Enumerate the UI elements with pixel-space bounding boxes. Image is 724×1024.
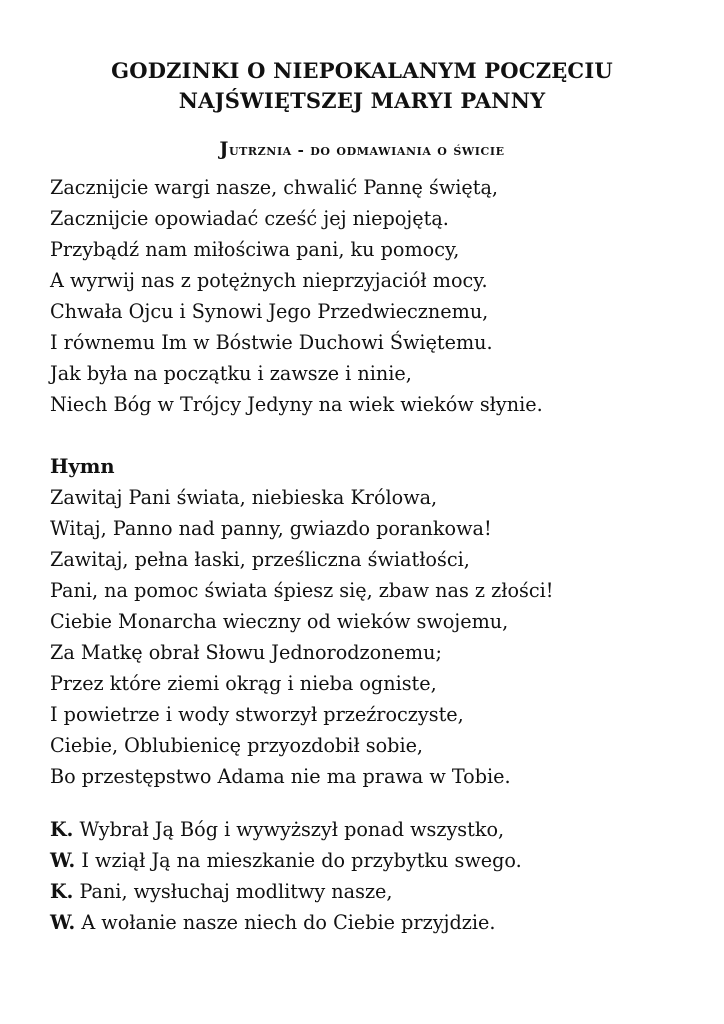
stanza-line: I równemu Im w Bóstwie Duchowi Świętemu. (50, 331, 493, 354)
opening-stanza (50, 172, 690, 420)
hymn-line: Witaj, Panno nad panny, gwiazdo porankowa! (50, 517, 492, 540)
hymn-line: Bo przestępstwo Adama nie ma prawa w Tobie. (50, 765, 511, 788)
versicles-section (50, 814, 690, 938)
hymn-line: Za Matkę obrał Słowu Jednorodzonemu; (50, 641, 442, 664)
response-text: A wołanie nasze niech do Ciebie przyjdzie. (75, 911, 496, 934)
hymn-line: Ciebie, Oblubienicę przyozdobił sobie, (50, 734, 424, 757)
hymn-line: Ciebie Monarcha wieczny od wieków swojemu, (50, 610, 509, 633)
response-mark: W. (50, 849, 76, 872)
stanza-line: Jak była na początku i zawsze i ninie, (50, 362, 412, 385)
hymn-line: I powietrze i wody stworzył przeźroczyste, (50, 703, 464, 726)
stanza-line: Niech Bóg w Trójcy Jedyny na wiek wieków słynie. (50, 393, 543, 416)
response-text: I wziął Ją na mieszkanie do przybytku swego. (75, 849, 522, 872)
hymn-section (50, 451, 690, 792)
hymn-line: Pani, na pomoc świata śpiesz się, zbaw nas z złości! (50, 579, 554, 602)
title-line-2: NAJŚWIĘTSZEJ MARYI PANNY (178, 88, 546, 113)
hymn-line: Zawitaj Pani świata, niebieska Królowa, (50, 486, 438, 509)
versicle-line (50, 876, 690, 907)
response-line (50, 845, 690, 876)
versicle-line (50, 814, 690, 845)
stanza-line: Przybądź nam miłościwa pani, ku pomocy, (50, 238, 460, 261)
hymn-line: Zawitaj, pełna łaski, prześliczna światłości, (50, 548, 470, 571)
subtitle-initial: J (219, 138, 229, 160)
stanza-line: Chwała Ojcu i Synowi Jego Przedwiecznemu, (50, 300, 489, 323)
versicle-mark: K. (50, 880, 74, 903)
versicle-text: Wybrał Ją Bóg i wywyższył ponad wszystko, (73, 818, 505, 841)
title-line-1: GODZINKI O NIEPOKALANYM POCZĘCIU (111, 58, 613, 83)
response-mark: W. (50, 911, 76, 934)
versicle-text: Pani, wysłuchaj modlitwy nasze, (73, 880, 393, 903)
hymn-heading: Hymn (50, 455, 115, 478)
subtitle-text: utrznia - do odmawiania o świcie (228, 141, 505, 159)
section-subtitle (0, 136, 724, 163)
stanza-line: A wyrwij nas z potężnych nieprzyjaciół mocy. (50, 269, 488, 292)
stanza-line: Zacznijcie wargi nasze, chwalić Pannę świętą, (50, 176, 499, 199)
hymn-line: Przez które ziemi okrąg i nieba ogniste, (50, 672, 437, 695)
stanza-line: Zacznijcie opowiadać cześć jej niepojętą. (50, 207, 449, 230)
response-line (50, 907, 690, 938)
versicle-mark: K. (50, 818, 74, 841)
